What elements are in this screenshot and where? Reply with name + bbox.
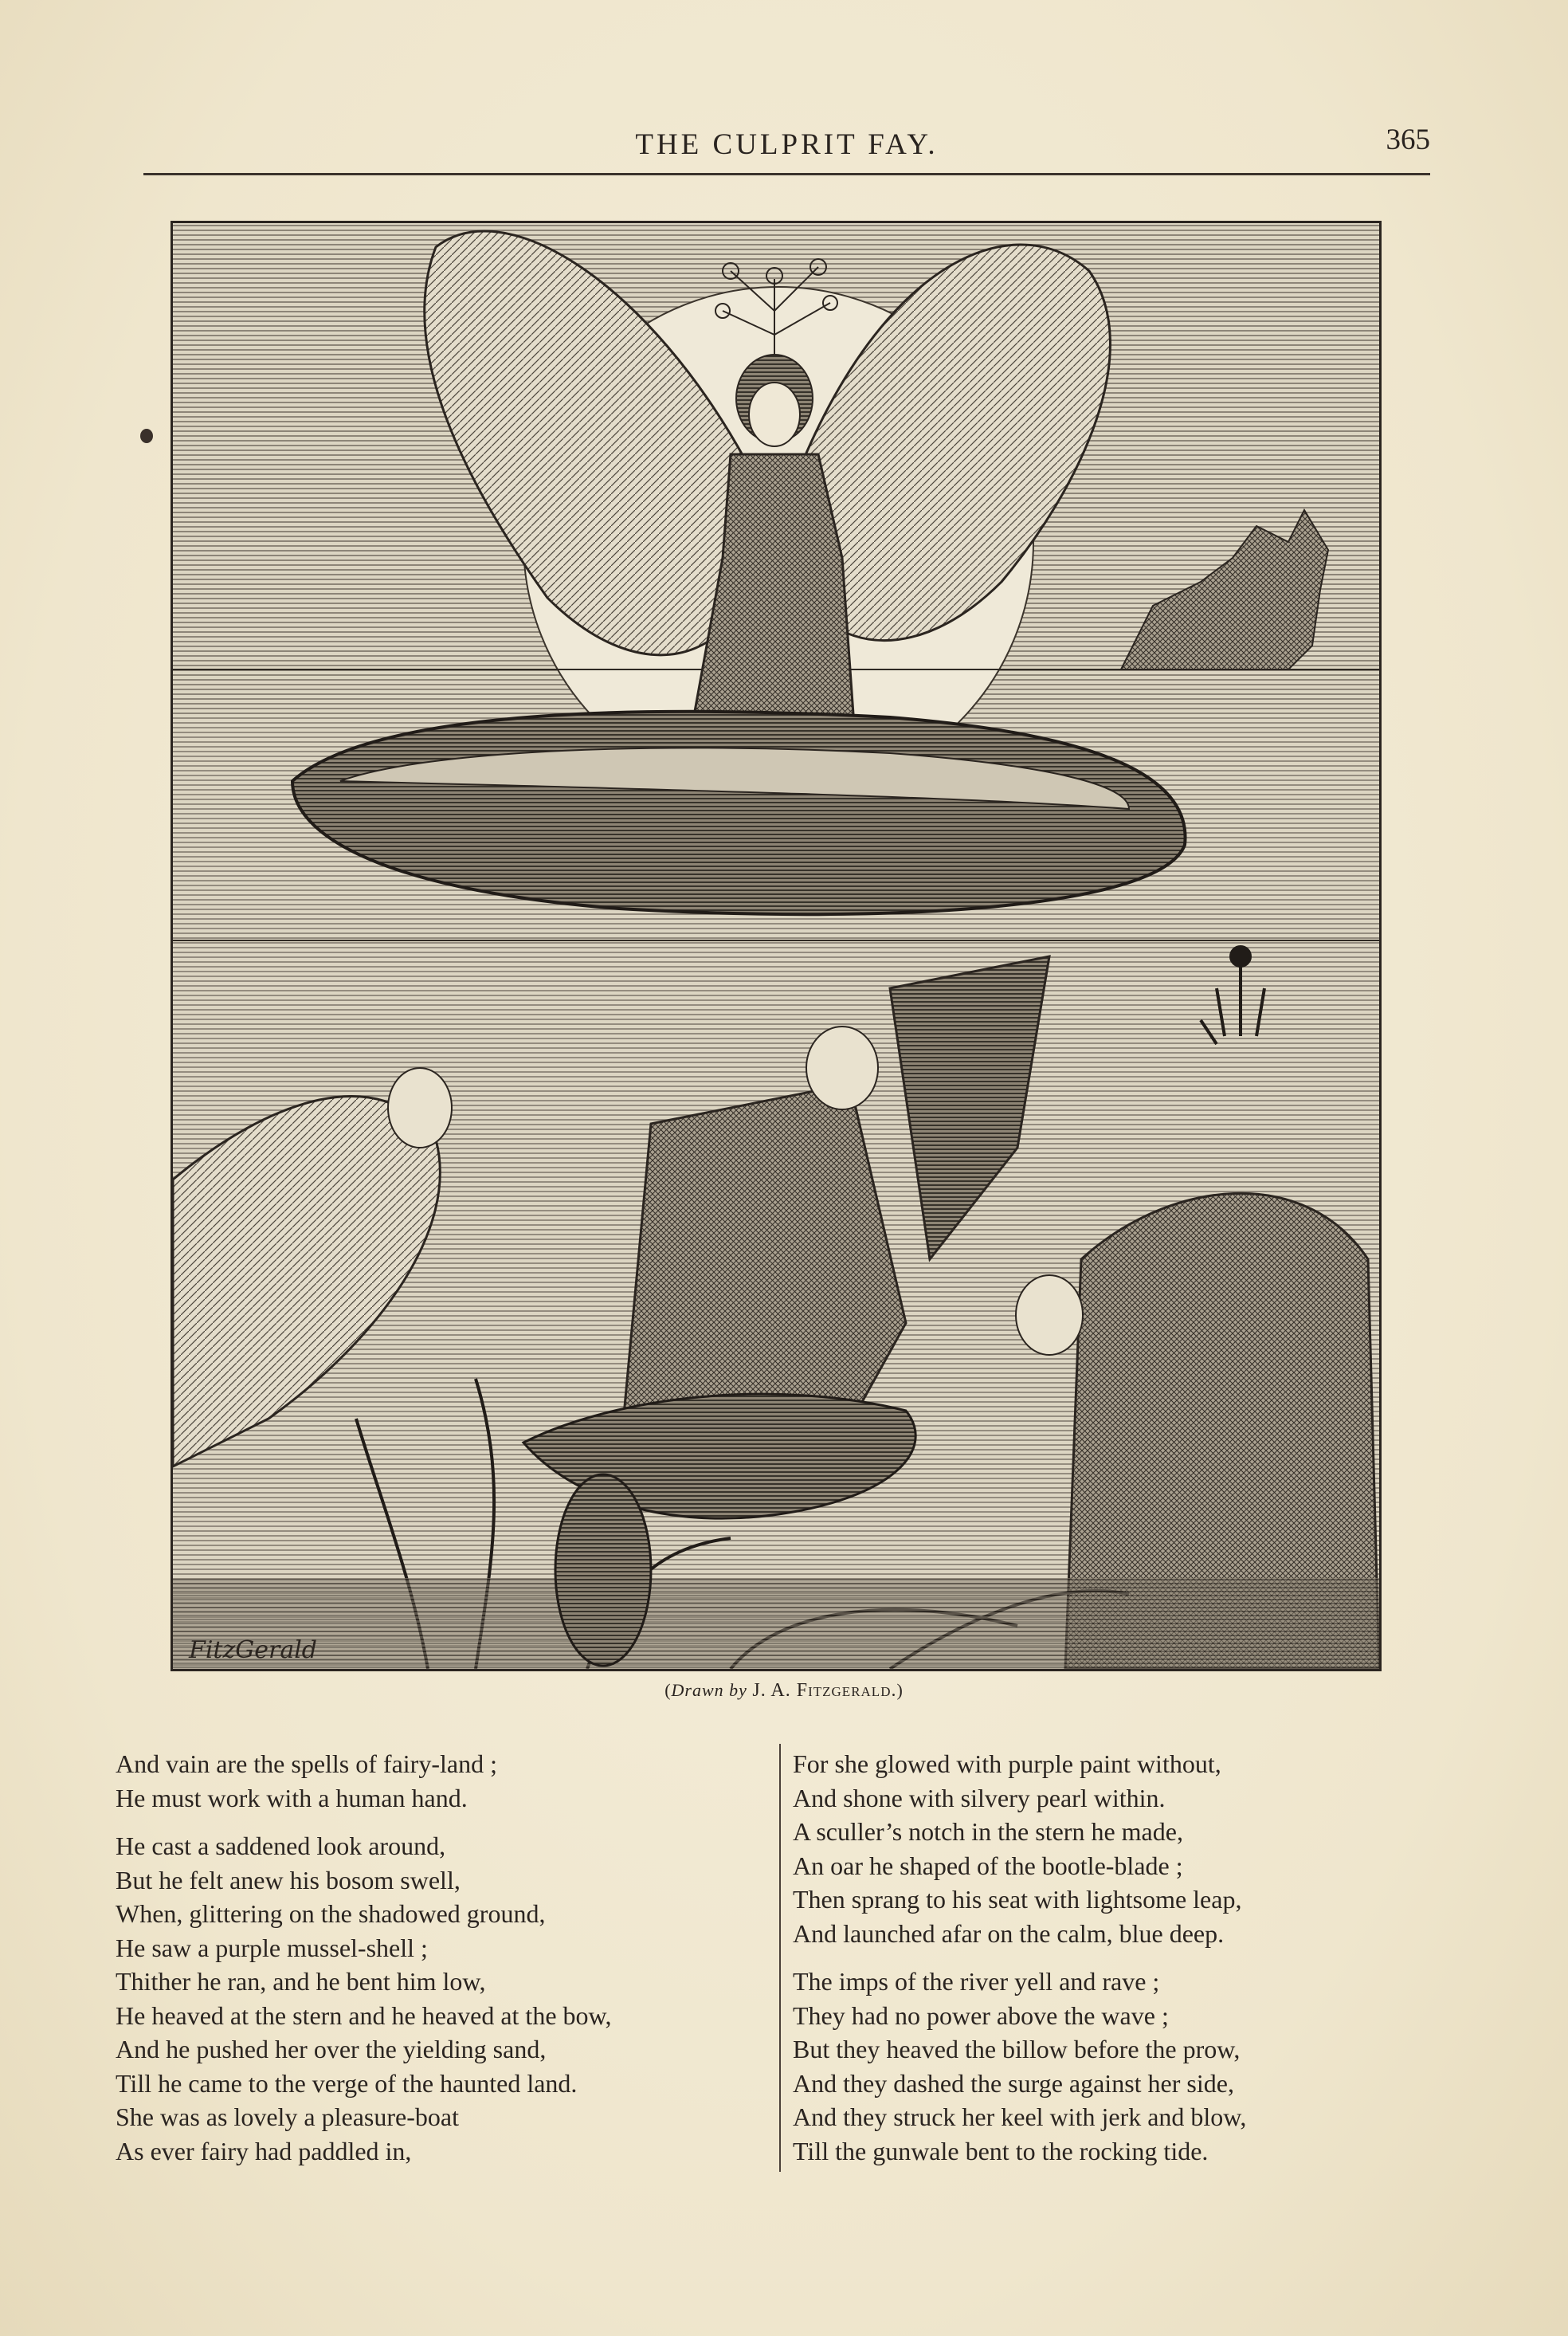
- page-header: [143, 120, 1430, 175]
- engraving-plate: [171, 221, 1382, 1671]
- poem-line: He must work with a human hand.: [116, 1783, 468, 1812]
- poem-line: But he felt anew his bosom swell,: [116, 1865, 461, 1894]
- caption-open: (: [664, 1680, 672, 1700]
- poem-line: The imps of the river yell and rave ;: [793, 1967, 1160, 1996]
- sprite-face-left: [388, 1068, 452, 1148]
- running-title: THE CULPRIT FAY.: [635, 128, 939, 161]
- poem-line: And he pushed her over the yielding sand,: [116, 2035, 547, 2063]
- header-rule: [143, 173, 1430, 175]
- poem-line: And they struck her keel with jerk and blow,: [793, 2102, 1247, 2131]
- poem-line: Till the gunwale bent to the rocking tide.: [793, 2136, 1209, 2165]
- poem-left-column: [116, 1747, 769, 2168]
- poem-line: For she glowed with purple paint without,: [793, 1749, 1221, 1778]
- poem-line: When, glittering on the shadowed ground,: [116, 1899, 546, 1928]
- poem-line: And shone with silvery pearl within.: [793, 1783, 1166, 1812]
- poem-line: Thither he ran, and he bent him low,: [116, 1967, 486, 1996]
- poem-line: She was as lovely a pleasure-boat: [116, 2102, 459, 2131]
- fairy-face: [749, 383, 800, 446]
- stanza-break: [793, 1950, 1446, 1965]
- sea-plant-bulb: [555, 1474, 651, 1666]
- caption-close: ): [896, 1680, 904, 1700]
- stanza-break: [116, 1815, 769, 1829]
- poem-line: An oar he shaped of the bootle-blade ;: [793, 1851, 1183, 1880]
- poem-line: He heaved at the stern and he heaved at the bow,: [116, 2000, 612, 2030]
- caption-artist: J. A. Fitzgerald.: [752, 1680, 897, 1701]
- sea-floor: [173, 1578, 1379, 1669]
- poem-line: They had no power above the wave ;: [793, 2000, 1169, 2030]
- poem-line: He cast a saddened look around,: [116, 1832, 446, 1860]
- poem-line: Till he came to the verge of the haunted land.: [116, 2068, 578, 2098]
- artist-signature: FitzGerald: [189, 1636, 318, 1664]
- poem-line: And they dashed the surge against her side,: [793, 2068, 1234, 2098]
- poem-right-column: [793, 1747, 1446, 2168]
- poem-line: And launched afar on the calm, blue deep.: [793, 1918, 1225, 1948]
- engraving-illustration: [173, 223, 1379, 1669]
- sprite-face-right: [1016, 1275, 1083, 1355]
- poem-line: As ever fairy had paddled in,: [116, 2136, 412, 2165]
- ink-spot: [140, 429, 153, 443]
- poem-line: Then sprang to his seat with lightsome leap,: [793, 1885, 1242, 1914]
- caption-credit: Drawn by: [671, 1680, 747, 1700]
- poem-line: But they heaved the billow before the prow,: [793, 2035, 1241, 2063]
- page-number: 365: [1386, 124, 1430, 156]
- column-divider: [779, 1744, 781, 2172]
- poem-line: A sculler’s notch in the stern he made,: [793, 1817, 1183, 1846]
- poem-line: And vain are the spells of fairy-land ;: [116, 1749, 497, 1778]
- plate-caption: [0, 1680, 1568, 1702]
- sprite-face-center: [806, 1027, 878, 1109]
- poem-line: He saw a purple mussel-shell ;: [116, 1933, 428, 1962]
